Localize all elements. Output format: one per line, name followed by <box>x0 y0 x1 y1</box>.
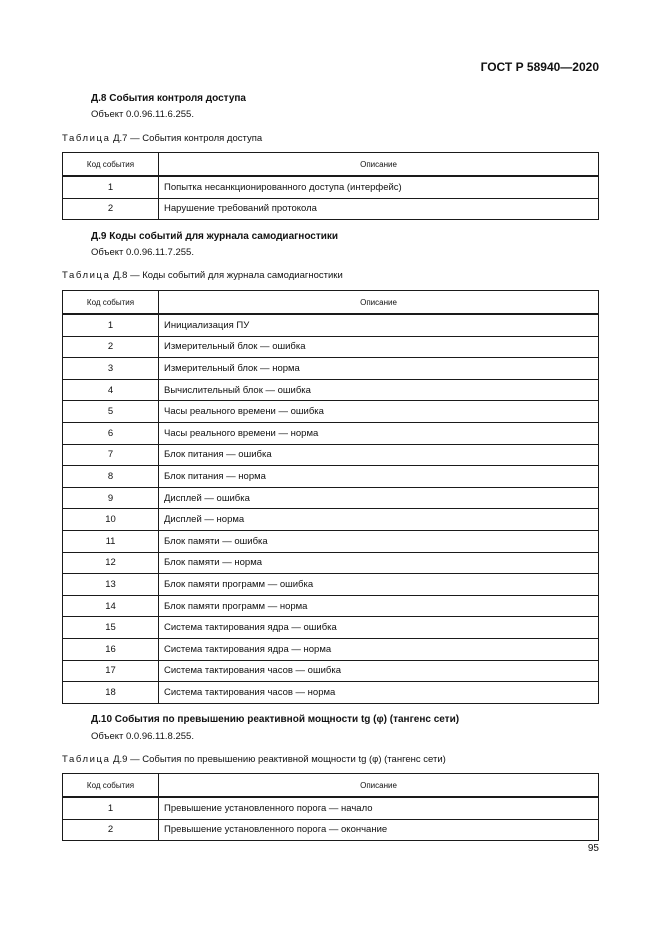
event-description: Измерительный блок — норма <box>159 358 599 380</box>
event-code: 1 <box>63 797 159 819</box>
events-table-d9 <box>62 773 599 841</box>
table-caption-prefix: Таблица <box>62 754 111 765</box>
event-code: 2 <box>63 336 159 358</box>
table-row <box>63 682 599 704</box>
document-header: ГОСТ Р 58940—2020 <box>480 60 599 74</box>
table-row <box>63 487 599 509</box>
table-row <box>63 552 599 574</box>
event-description: Блок памяти — норма <box>159 552 599 574</box>
event-description: Вычислительный блок — ошибка <box>159 379 599 401</box>
events-table-d7 <box>62 152 599 220</box>
table-row <box>63 379 599 401</box>
event-code: 11 <box>63 530 159 552</box>
table-row <box>63 509 599 531</box>
event-description: Часы реального времени — ошибка <box>159 401 599 423</box>
table-row <box>63 595 599 617</box>
event-description: Превышение установленного порога — окончание <box>159 819 599 841</box>
events-table-d8 <box>62 290 599 704</box>
table-caption-d8 <box>62 270 343 281</box>
table-row <box>63 466 599 488</box>
page-number: 95 <box>587 843 599 854</box>
event-code: 9 <box>63 487 159 509</box>
event-code: 14 <box>63 595 159 617</box>
event-code: 10 <box>63 509 159 531</box>
column-header-description: Описание <box>159 774 599 798</box>
event-description: Блок памяти — ошибка <box>159 530 599 552</box>
table-row <box>63 314 599 336</box>
table-caption-d7 <box>62 133 262 144</box>
table-row <box>63 660 599 682</box>
section-object-d10: Объект 0.0.96.11.8.255. <box>91 731 194 742</box>
event-description: Блок памяти программ — норма <box>159 595 599 617</box>
table-caption-text: Д.9 — События по превышению реактивной мощности tg (φ) (тангенс сети) <box>110 754 446 765</box>
table-row <box>63 336 599 358</box>
event-description: Превышение установленного порога — начало <box>159 797 599 819</box>
event-code: 8 <box>63 466 159 488</box>
table-row <box>63 444 599 466</box>
event-code: 7 <box>63 444 159 466</box>
table-caption-text: Д.8 — Коды событий для журнала самодиагностики <box>110 270 343 281</box>
event-description: Система тактирования часов — ошибка <box>159 660 599 682</box>
event-code: 17 <box>63 660 159 682</box>
table-row <box>63 198 599 220</box>
table-row <box>63 797 599 819</box>
column-header-code: Код события <box>63 153 159 177</box>
column-header-code: Код события <box>63 774 159 798</box>
event-code: 4 <box>63 379 159 401</box>
event-description: Система тактирования ядра — норма <box>159 638 599 660</box>
event-code: 16 <box>63 638 159 660</box>
event-description: Измерительный блок — ошибка <box>159 336 599 358</box>
event-description: Дисплей — норма <box>159 509 599 531</box>
event-code: 3 <box>63 358 159 380</box>
event-description: Система тактирования часов — норма <box>159 682 599 704</box>
event-code: 18 <box>63 682 159 704</box>
event-description: Нарушение требований протокола <box>159 198 599 220</box>
event-code: 15 <box>63 617 159 639</box>
event-code: 1 <box>63 314 159 336</box>
table-caption-prefix: Таблица <box>62 133 111 144</box>
event-code: 13 <box>63 574 159 596</box>
table-row <box>63 401 599 423</box>
table-row <box>63 617 599 639</box>
section-object-d9: Объект 0.0.96.11.7.255. <box>91 247 194 258</box>
column-header-description: Описание <box>159 153 599 177</box>
section-object-d8: Объект 0.0.96.11.6.255. <box>91 109 194 120</box>
column-header-description: Описание <box>159 291 599 315</box>
table-caption-text: Д.7 — События контроля доступа <box>110 133 263 144</box>
event-description: Дисплей — ошибка <box>159 487 599 509</box>
table-row <box>63 819 599 841</box>
event-code: 1 <box>63 176 159 198</box>
event-code: 6 <box>63 422 159 444</box>
event-code: 12 <box>63 552 159 574</box>
table-row <box>63 422 599 444</box>
event-description: Система тактирования ядра — ошибка <box>159 617 599 639</box>
column-header-code: Код события <box>63 291 159 315</box>
table-caption-d9 <box>62 754 446 765</box>
event-description: Часы реального времени — норма <box>159 422 599 444</box>
event-description: Попытка несанкционированного доступа (интерфейс) <box>159 176 599 198</box>
table-row <box>63 530 599 552</box>
table-row <box>63 176 599 198</box>
event-description: Блок питания — норма <box>159 466 599 488</box>
section-title-d9: Д.9 Коды событий для журнала самодиагностики <box>91 231 339 242</box>
event-code: 2 <box>63 198 159 220</box>
section-title-d8: Д.8 События контроля доступа <box>91 93 246 104</box>
event-code: 2 <box>63 819 159 841</box>
table-row <box>63 574 599 596</box>
table-row <box>63 638 599 660</box>
event-description: Инициализация ПУ <box>159 314 599 336</box>
event-description: Блок питания — ошибка <box>159 444 599 466</box>
event-description: Блок памяти программ — ошибка <box>159 574 599 596</box>
event-code: 5 <box>63 401 159 423</box>
table-caption-prefix: Таблица <box>62 270 111 281</box>
table-row <box>63 358 599 380</box>
section-title-d10: Д.10 События по превышению реактивной мощности tg (φ) (тангенс сети) <box>91 714 460 725</box>
